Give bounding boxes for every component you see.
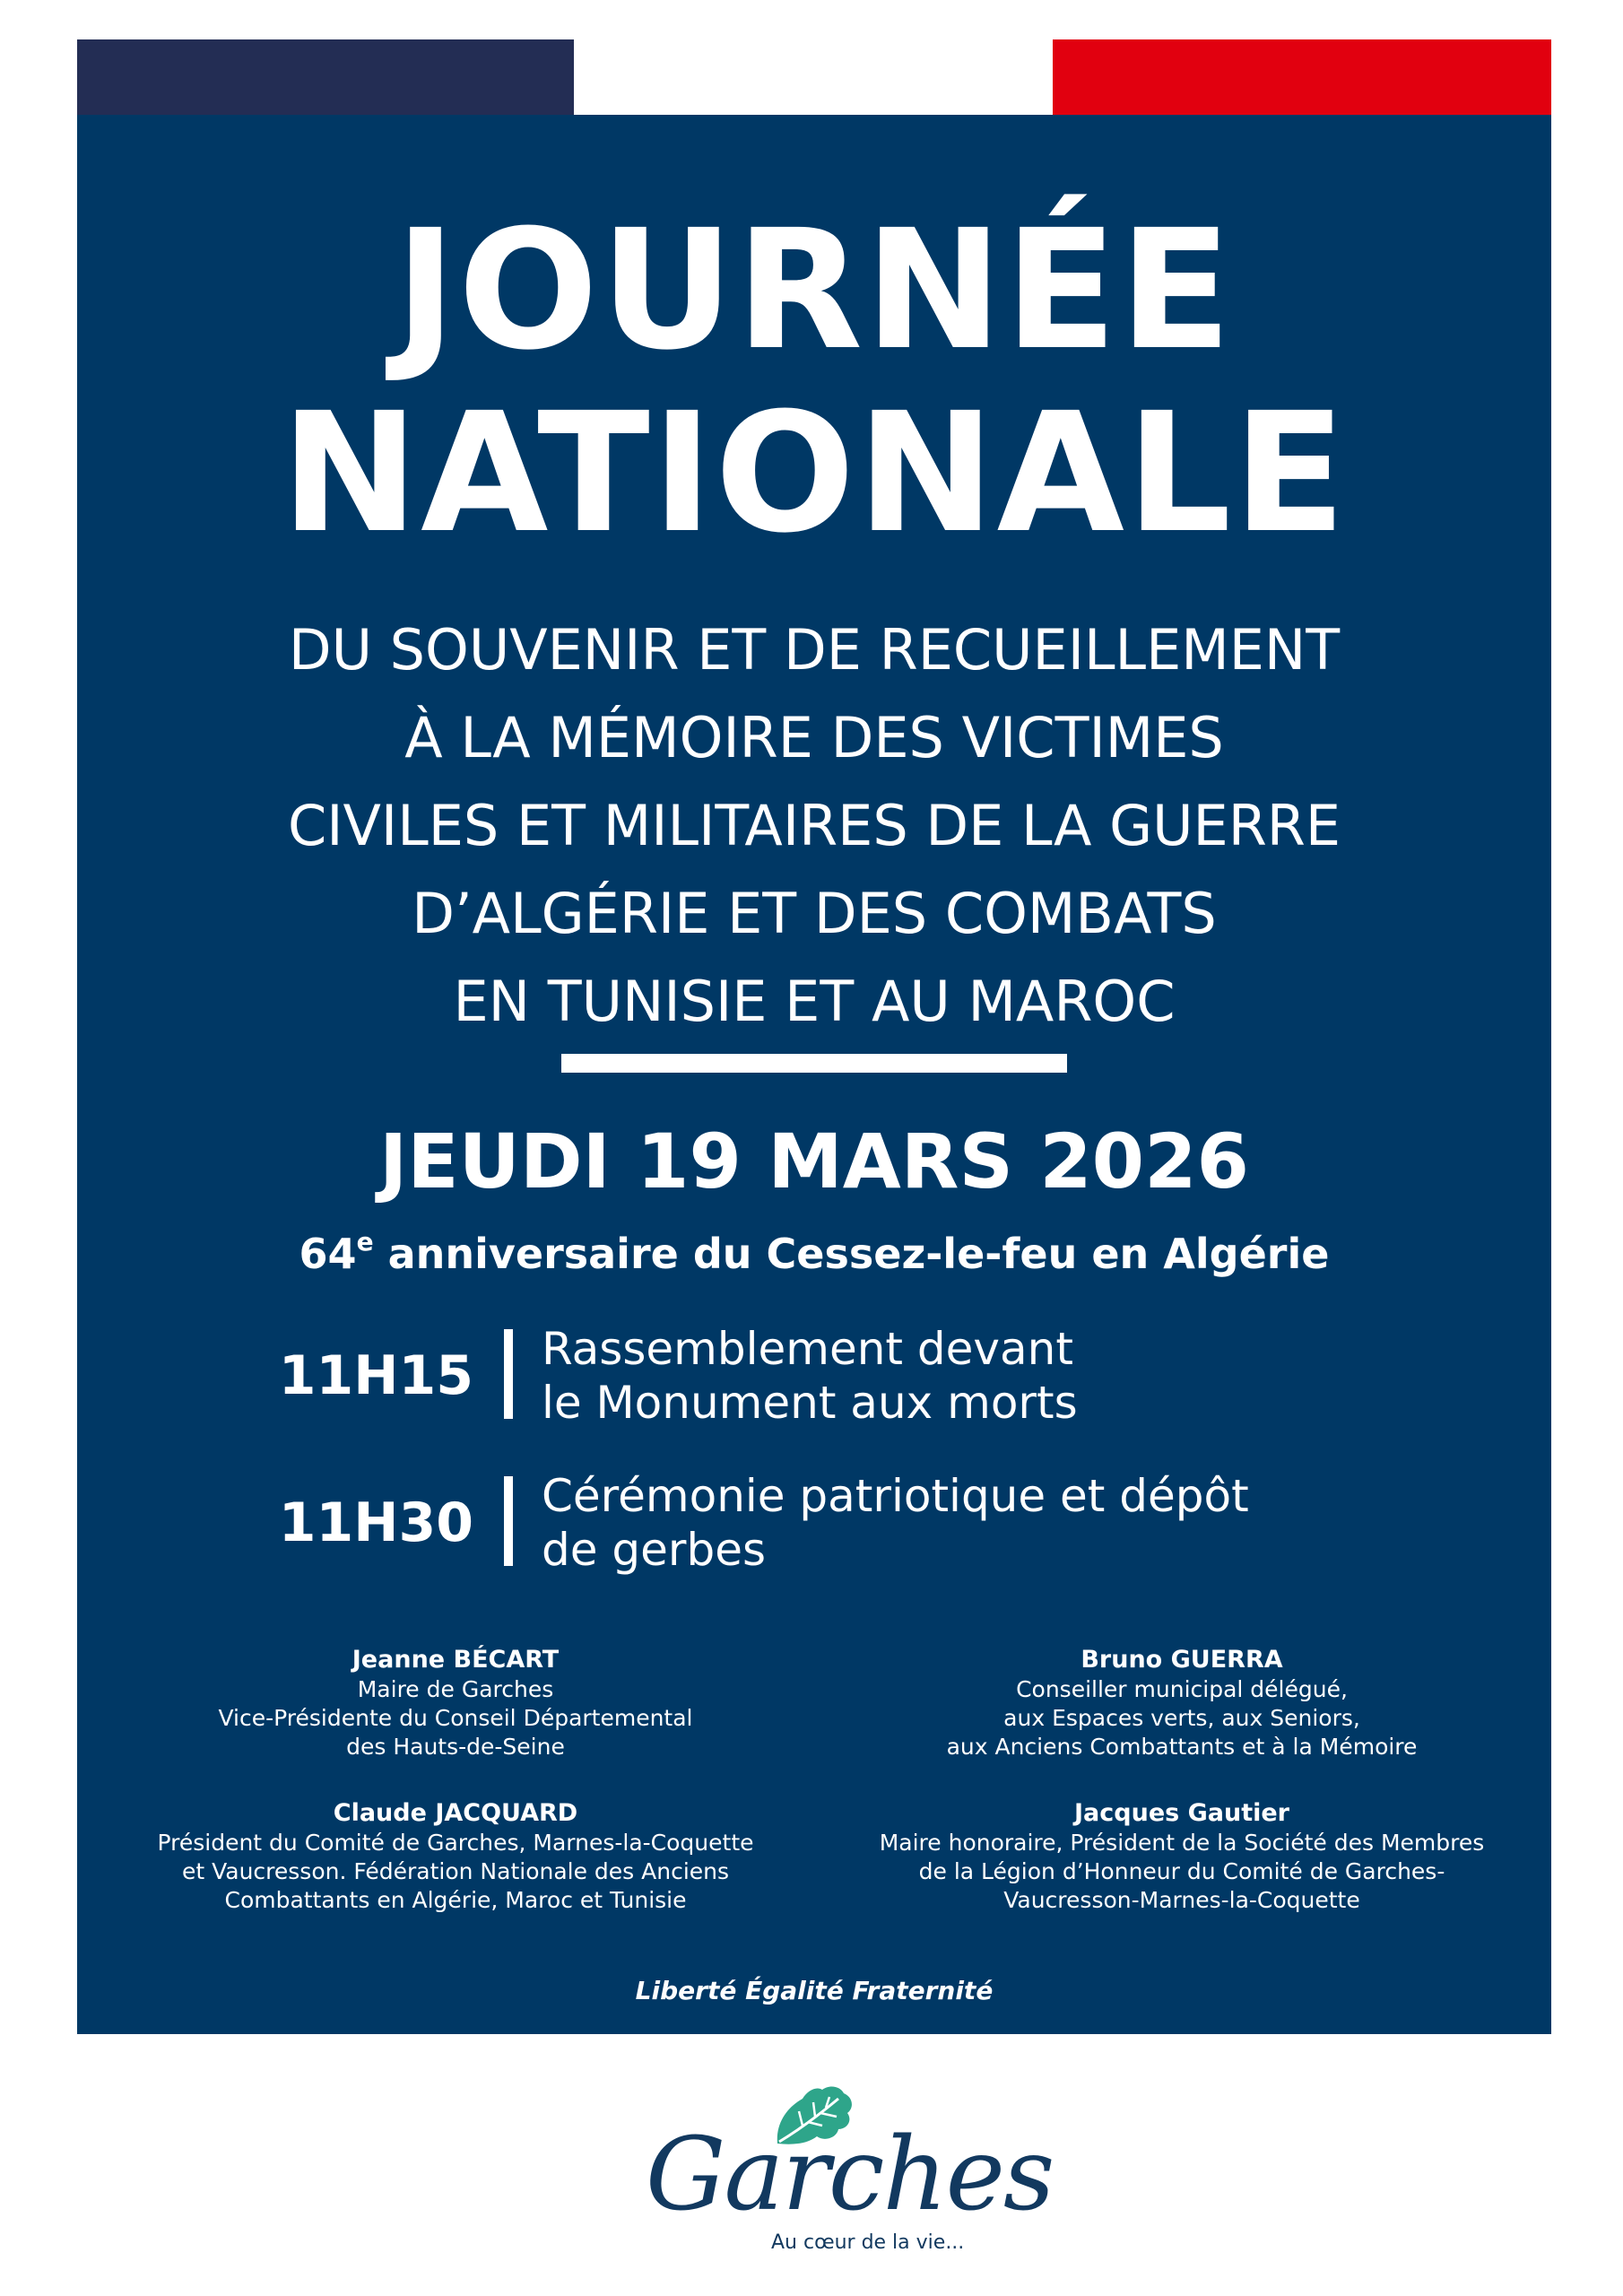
- anniversary-superscript: e: [356, 1227, 374, 1257]
- event-date: JEUDI 19 MARS 2026: [378, 1118, 1250, 1205]
- schedule-separator: [504, 1476, 513, 1566]
- official-role: [97, 1829, 814, 1915]
- subtitle-line: À LA MÉMOIRE DES VICTIMES: [404, 705, 1224, 770]
- official-jacques-gautier: [823, 1798, 1541, 1915]
- official-role-line: et Vaucresson. Fédération Nationale des Anciens: [181, 1858, 730, 1884]
- flag-stripe-blue: [77, 39, 574, 115]
- official-role-line: Combattants en Algérie, Maroc et Tunisie: [224, 1887, 687, 1913]
- official-role-line: des Hauts-de-Seine: [346, 1734, 565, 1760]
- official-role-line: aux Anciens Combattants et à la Mémoire: [946, 1734, 1418, 1760]
- anniversary-text: anniversaire du Cessez-le-feu en Algérie: [373, 1230, 1330, 1278]
- schedule-item: [77, 1469, 1551, 1577]
- garches-logo: [628, 2081, 1054, 2260]
- flag-stripe-red: [1053, 39, 1551, 115]
- official-role: [823, 1675, 1541, 1761]
- official-role-line: de la Légion d’Honneur du Comité de Garches-: [918, 1858, 1445, 1884]
- official-role: [823, 1829, 1541, 1915]
- official-role-line: Maire honoraire, Président de la Société des Membres: [879, 1830, 1485, 1856]
- official-name: Claude JACQUARD: [333, 1799, 578, 1827]
- official-role-line: Vice-Présidente du Conseil Départemental: [218, 1705, 693, 1731]
- subtitle-line: D’ALGÉRIE ET DES COMBATS: [412, 881, 1217, 946]
- flag-stripe-white: [574, 39, 1053, 115]
- schedule-description-line: Cérémonie patriotique et dépôt: [542, 1470, 1249, 1522]
- divider: [561, 1054, 1067, 1073]
- official-name: Bruno GUERRA: [1081, 1646, 1283, 1674]
- subtitle-line: CIVILES ET MILITAIRES DE LA GUERRE: [287, 793, 1341, 858]
- schedule-description-line: de gerbes: [542, 1524, 766, 1576]
- schedule-description: [542, 1322, 1528, 1430]
- poster-panel: [77, 115, 1551, 2034]
- official-role-line: Maire de Garches: [357, 1676, 554, 1702]
- national-motto: Liberté Égalité Fraternité: [635, 1976, 994, 2005]
- anniversary-line: [77, 1213, 1551, 1283]
- schedule-description-line: le Monument aux morts: [542, 1377, 1078, 1429]
- official-claude-jacquard: [97, 1798, 814, 1915]
- logo-tagline: Au cœur de la vie...: [771, 2231, 965, 2254]
- subtitle-line: DU SOUVENIR ET DE RECUEILLEMENT: [288, 617, 1341, 683]
- schedule-item: [77, 1322, 1551, 1430]
- headline-line-1: JOURNÉE: [395, 195, 1234, 387]
- official-bruno-guerra: [823, 1645, 1541, 1761]
- official-role-line: Vaucresson-Marnes-la-Coquette: [1003, 1887, 1360, 1913]
- official-role-line: aux Espaces verts, aux Seniors,: [1003, 1705, 1360, 1731]
- logo-wordmark: Garches: [646, 2117, 1054, 2233]
- schedule-time: 11H30: [278, 1492, 473, 1554]
- official-role: [97, 1675, 814, 1761]
- headline-line-2: NATIONALE: [281, 378, 1348, 570]
- official-name: Jacques Gautier: [1074, 1799, 1289, 1827]
- schedule-separator: [504, 1329, 513, 1419]
- official-role-line: Président du Comité de Garches, Marnes-la-Coquette: [157, 1830, 754, 1856]
- schedule-time: 11H15: [278, 1344, 473, 1407]
- schedule-description-line: Rassemblement devant: [542, 1323, 1073, 1375]
- official-role-line: Conseiller municipal délégué,: [1016, 1676, 1348, 1702]
- subtitle-line: EN TUNISIE ET AU MAROC: [453, 969, 1176, 1034]
- anniversary-number: 64: [299, 1230, 357, 1278]
- subtitle: [77, 606, 1551, 1046]
- official-jeanne-becart: [97, 1645, 814, 1761]
- schedule-description: [542, 1469, 1528, 1577]
- official-name: Jeanne BÉCART: [352, 1646, 560, 1674]
